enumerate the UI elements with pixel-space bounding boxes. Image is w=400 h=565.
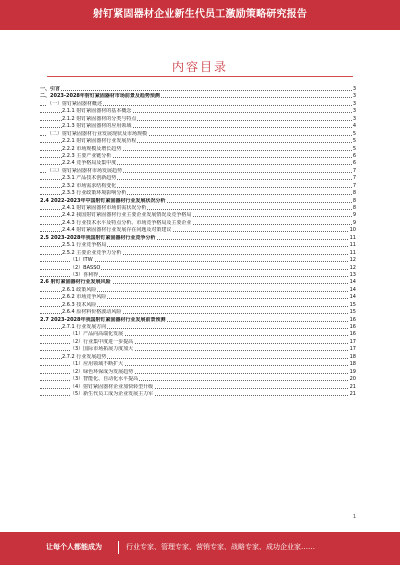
toc-entry-label: 2.6 射钉紧固器材行业发展风险 <box>40 279 111 286</box>
toc-entry-label: （2）绿色环保成为发展趋势 <box>70 368 134 375</box>
toc-entry-page: 9 <box>352 212 356 219</box>
toc-entry-page: 5 <box>352 138 356 145</box>
report-title: 射钉紧固器材企业新生代员工激励策略研究报告 <box>92 9 308 20</box>
footer-roles: 行业专家、管理专家、营销专家、战略专家、成功企业家…… <box>126 543 315 551</box>
toc-entry[interactable] <box>40 302 356 309</box>
toc-entry-label: 2.7.2 行业发展趋势 <box>62 353 107 360</box>
toc-entry-page: 8 <box>352 190 356 197</box>
toc-entry-page: 15 <box>349 309 356 316</box>
toc-entry-label: 2.5 2023-2028年我国射钉紧固器材行业竞争分析 <box>40 234 156 241</box>
toc-entry-label: 2.1.3 射钉紧固器材的应用领域 <box>62 123 132 130</box>
toc-entry[interactable] <box>40 265 356 272</box>
toc-entry[interactable] <box>40 101 356 108</box>
toc-entry-label: 2.4.4 射钉紧固器材行业发展存在问题及对策建议 <box>62 227 172 234</box>
toc-entry[interactable] <box>40 86 356 93</box>
toc-entry-label: 2.3.1 产品技术创新趋势 <box>62 175 117 182</box>
toc-entry-label: （一）射钉紧固器材概述 <box>47 100 103 107</box>
toc-entry-page: 16 <box>349 324 356 330</box>
toc-entry-page: 11 <box>349 242 356 249</box>
toc-entry-page: 17 <box>349 346 356 353</box>
toc-entry-page: 19 <box>349 368 356 375</box>
toc-entry-label: 2.2.2 市场规模及增长趋势 <box>62 145 122 152</box>
toc-entry[interactable] <box>40 376 356 383</box>
toc-entry[interactable] <box>40 205 356 212</box>
toc-entry[interactable] <box>40 93 356 100</box>
toc-entry-page: 6 <box>352 152 356 159</box>
toc-entry-page: 16 <box>349 316 356 323</box>
toc-entry[interactable] <box>40 220 356 227</box>
toc-entry-page: 21 <box>349 390 356 397</box>
toc-entry[interactable] <box>40 272 356 279</box>
report-header-bar <box>0 0 400 30</box>
toc-entry-page: 14 <box>349 294 356 301</box>
toc-entry-label: 2.3.2 市场需求结构变化 <box>62 182 117 189</box>
toc-entry-page: 7 <box>352 167 356 174</box>
toc-entry[interactable] <box>40 227 356 234</box>
toc-entry[interactable] <box>40 317 356 324</box>
toc-heading: 内容目录 <box>171 60 228 74</box>
toc-entry-label: （5）新生代员工成为企业发展主力军 <box>70 390 154 397</box>
toc-entry[interactable] <box>40 168 356 175</box>
toc-entry-label: 一、引言 <box>40 86 61 92</box>
toc-entry[interactable] <box>40 116 356 123</box>
toc-entry-page: 12 <box>349 257 356 264</box>
toc-entry-label: （3）智能化、自动化水平提高 <box>70 376 139 383</box>
toc-entry-page: 10 <box>349 227 356 234</box>
toc-entry-label: 二、2023-2028年射钉紧固器材市场前景及趋势预测 <box>40 93 160 100</box>
toc-entry[interactable] <box>40 391 356 398</box>
page-number: 1 <box>352 514 356 520</box>
toc-entry-page: 11 <box>349 249 356 256</box>
toc-entry-label: （二）射钉紧固器材行业发展现状及市场规模 <box>47 130 148 137</box>
toc-entry[interactable] <box>40 153 356 160</box>
toc-entry-label: 2.2.1 射钉紧固器材行业发展历程 <box>62 138 137 145</box>
toc-entry-page: 15 <box>349 301 356 308</box>
toc-entry[interactable] <box>40 190 356 197</box>
toc-entry-label: 2.2.4 竞争格局及集中度 <box>62 160 117 167</box>
toc-entry-page: 12 <box>349 264 356 271</box>
toc-entry-label: 2.6.2 市场竞争风险 <box>62 294 107 301</box>
toc-entry[interactable] <box>40 235 356 242</box>
toc-entry-label: 2.7.1 行业发展方向 <box>62 324 107 330</box>
toc-entry-page: 4 <box>352 123 356 130</box>
toc-entry[interactable] <box>40 369 356 376</box>
toc-entry-page: 7 <box>352 175 356 182</box>
toc-entry[interactable] <box>40 242 356 249</box>
toc-entry[interactable] <box>40 198 356 205</box>
toc-entry-label: 2.1.1 射钉紧固器材的基本概念 <box>62 108 132 115</box>
toc-entry-page: 21 <box>349 383 356 390</box>
toc-entry-page: 9 <box>352 219 356 226</box>
toc-entry-label: 2.4 2022-2023年中国射钉紧固器材行业发展状况分析 <box>40 197 166 204</box>
toc-entry[interactable] <box>40 294 356 301</box>
toc-entry[interactable] <box>40 354 356 361</box>
toc-entry-page: 3 <box>352 100 356 107</box>
toc-entry-label: （4）射钉紧固器材企业加快转型升级 <box>70 383 154 390</box>
toc-entry[interactable] <box>40 250 356 257</box>
toc-dot-leader <box>40 90 356 91</box>
toc-entry[interactable] <box>40 146 356 153</box>
toc-entry-label: 2.6.4 原材料价格波动风险 <box>62 309 122 316</box>
toc-entry-page: 13 <box>349 271 356 278</box>
toc-entry-label: （2）行业集中度进一步提高 <box>70 338 134 345</box>
toc-entry[interactable] <box>40 108 356 115</box>
toc-entry-page: 18 <box>349 353 356 360</box>
toc-entry-page: 3 <box>352 115 356 122</box>
toc-entry-label: 2.7 2023-2028年我国射钉紧固器材行业发展前景预测 <box>40 316 166 323</box>
toc-entry[interactable] <box>40 257 356 264</box>
toc-entry-page: 8 <box>352 205 356 211</box>
toc-entry-page: 3 <box>352 86 356 92</box>
toc-entry[interactable] <box>40 384 356 391</box>
toc-entry-label: （3）国际市场拓展力度加大 <box>70 346 134 353</box>
toc-entry-label: （3）喜利得 <box>70 271 99 278</box>
toc-entry-label: （2）BASSO <box>70 264 101 271</box>
toc-entry-label: 2.5.2 主要企业竞争力分析 <box>62 249 122 256</box>
toc-entry-label: 2.2.3 主要产业链分析 <box>62 152 112 159</box>
toc-entry[interactable] <box>40 279 356 286</box>
toc-entry-label: 2.3.3 行业政策环境影响分析 <box>62 190 127 197</box>
toc-entry[interactable] <box>40 361 356 368</box>
toc-entry[interactable] <box>40 324 356 331</box>
footer-divider <box>118 541 119 554</box>
toc-entry[interactable] <box>40 160 356 167</box>
footer-bar <box>0 532 400 565</box>
toc-entry[interactable] <box>40 346 356 353</box>
toc-entry[interactable] <box>40 175 356 182</box>
toc-entry[interactable] <box>40 138 356 145</box>
toc-entry-label: 2.1.2 射钉紧固器材的分类与特点 <box>62 115 137 122</box>
toc-entry-label: （1）ITW <box>70 257 93 264</box>
toc-entry-label: 2.6.1 政策风险 <box>62 286 97 293</box>
toc-entry-page: 5 <box>352 145 356 152</box>
toc-heading-divider <box>47 76 353 77</box>
toc-entry-label: （三）射钉紧固器材市场发展趋势 <box>47 167 123 174</box>
toc-entry-page: 14 <box>349 286 356 293</box>
toc-entry-page: 16 <box>349 331 356 338</box>
toc-entry-page: 5 <box>352 130 356 137</box>
toc-entry-page: 3 <box>352 93 356 100</box>
toc-entry-page: 3 <box>352 108 356 115</box>
toc-entry-label: （1）产品向高端化发展 <box>70 331 124 338</box>
toc-entry[interactable] <box>40 212 356 219</box>
toc-entry[interactable] <box>40 287 356 294</box>
toc-entry-page: 6 <box>352 160 356 167</box>
toc-entry-label: 2.6.3 技术风险 <box>62 301 97 308</box>
footer-slogan: 让每个人都能成为 <box>46 543 102 551</box>
toc-entry-label: 2.4.1 射钉紧固器材市场供需状况分析 <box>62 205 147 211</box>
toc-entry[interactable] <box>40 123 356 130</box>
toc-entry-page: 14 <box>349 279 356 286</box>
table-of-contents <box>40 86 356 510</box>
toc-entry-label: （1）应用领域不断扩大 <box>70 361 124 368</box>
toc-entry[interactable] <box>40 309 356 316</box>
toc-entry[interactable] <box>40 183 356 190</box>
toc-entry-label: 2.5.1 行业竞争格局 <box>62 242 107 249</box>
toc-entry-label: 2.4.3 行业技术水平及特点分析、市场竞争格局及主要企业 <box>62 219 192 226</box>
toc-entry-label: 2.4.2 我国射钉紧固器材行业主要企业发展情况及竞争格局 <box>62 212 192 219</box>
toc-entry-page: 18 <box>349 361 356 368</box>
toc-entry[interactable] <box>40 339 356 346</box>
toc-entry-page: 11 <box>349 234 356 241</box>
toc-entry-page: 8 <box>352 197 356 204</box>
toc-entry-page: 7 <box>352 182 356 189</box>
toc-entry-page: 17 <box>349 338 356 345</box>
toc-entry-page: 20 <box>349 376 356 383</box>
toc-entry[interactable] <box>40 331 356 338</box>
toc-entry[interactable] <box>40 131 356 138</box>
